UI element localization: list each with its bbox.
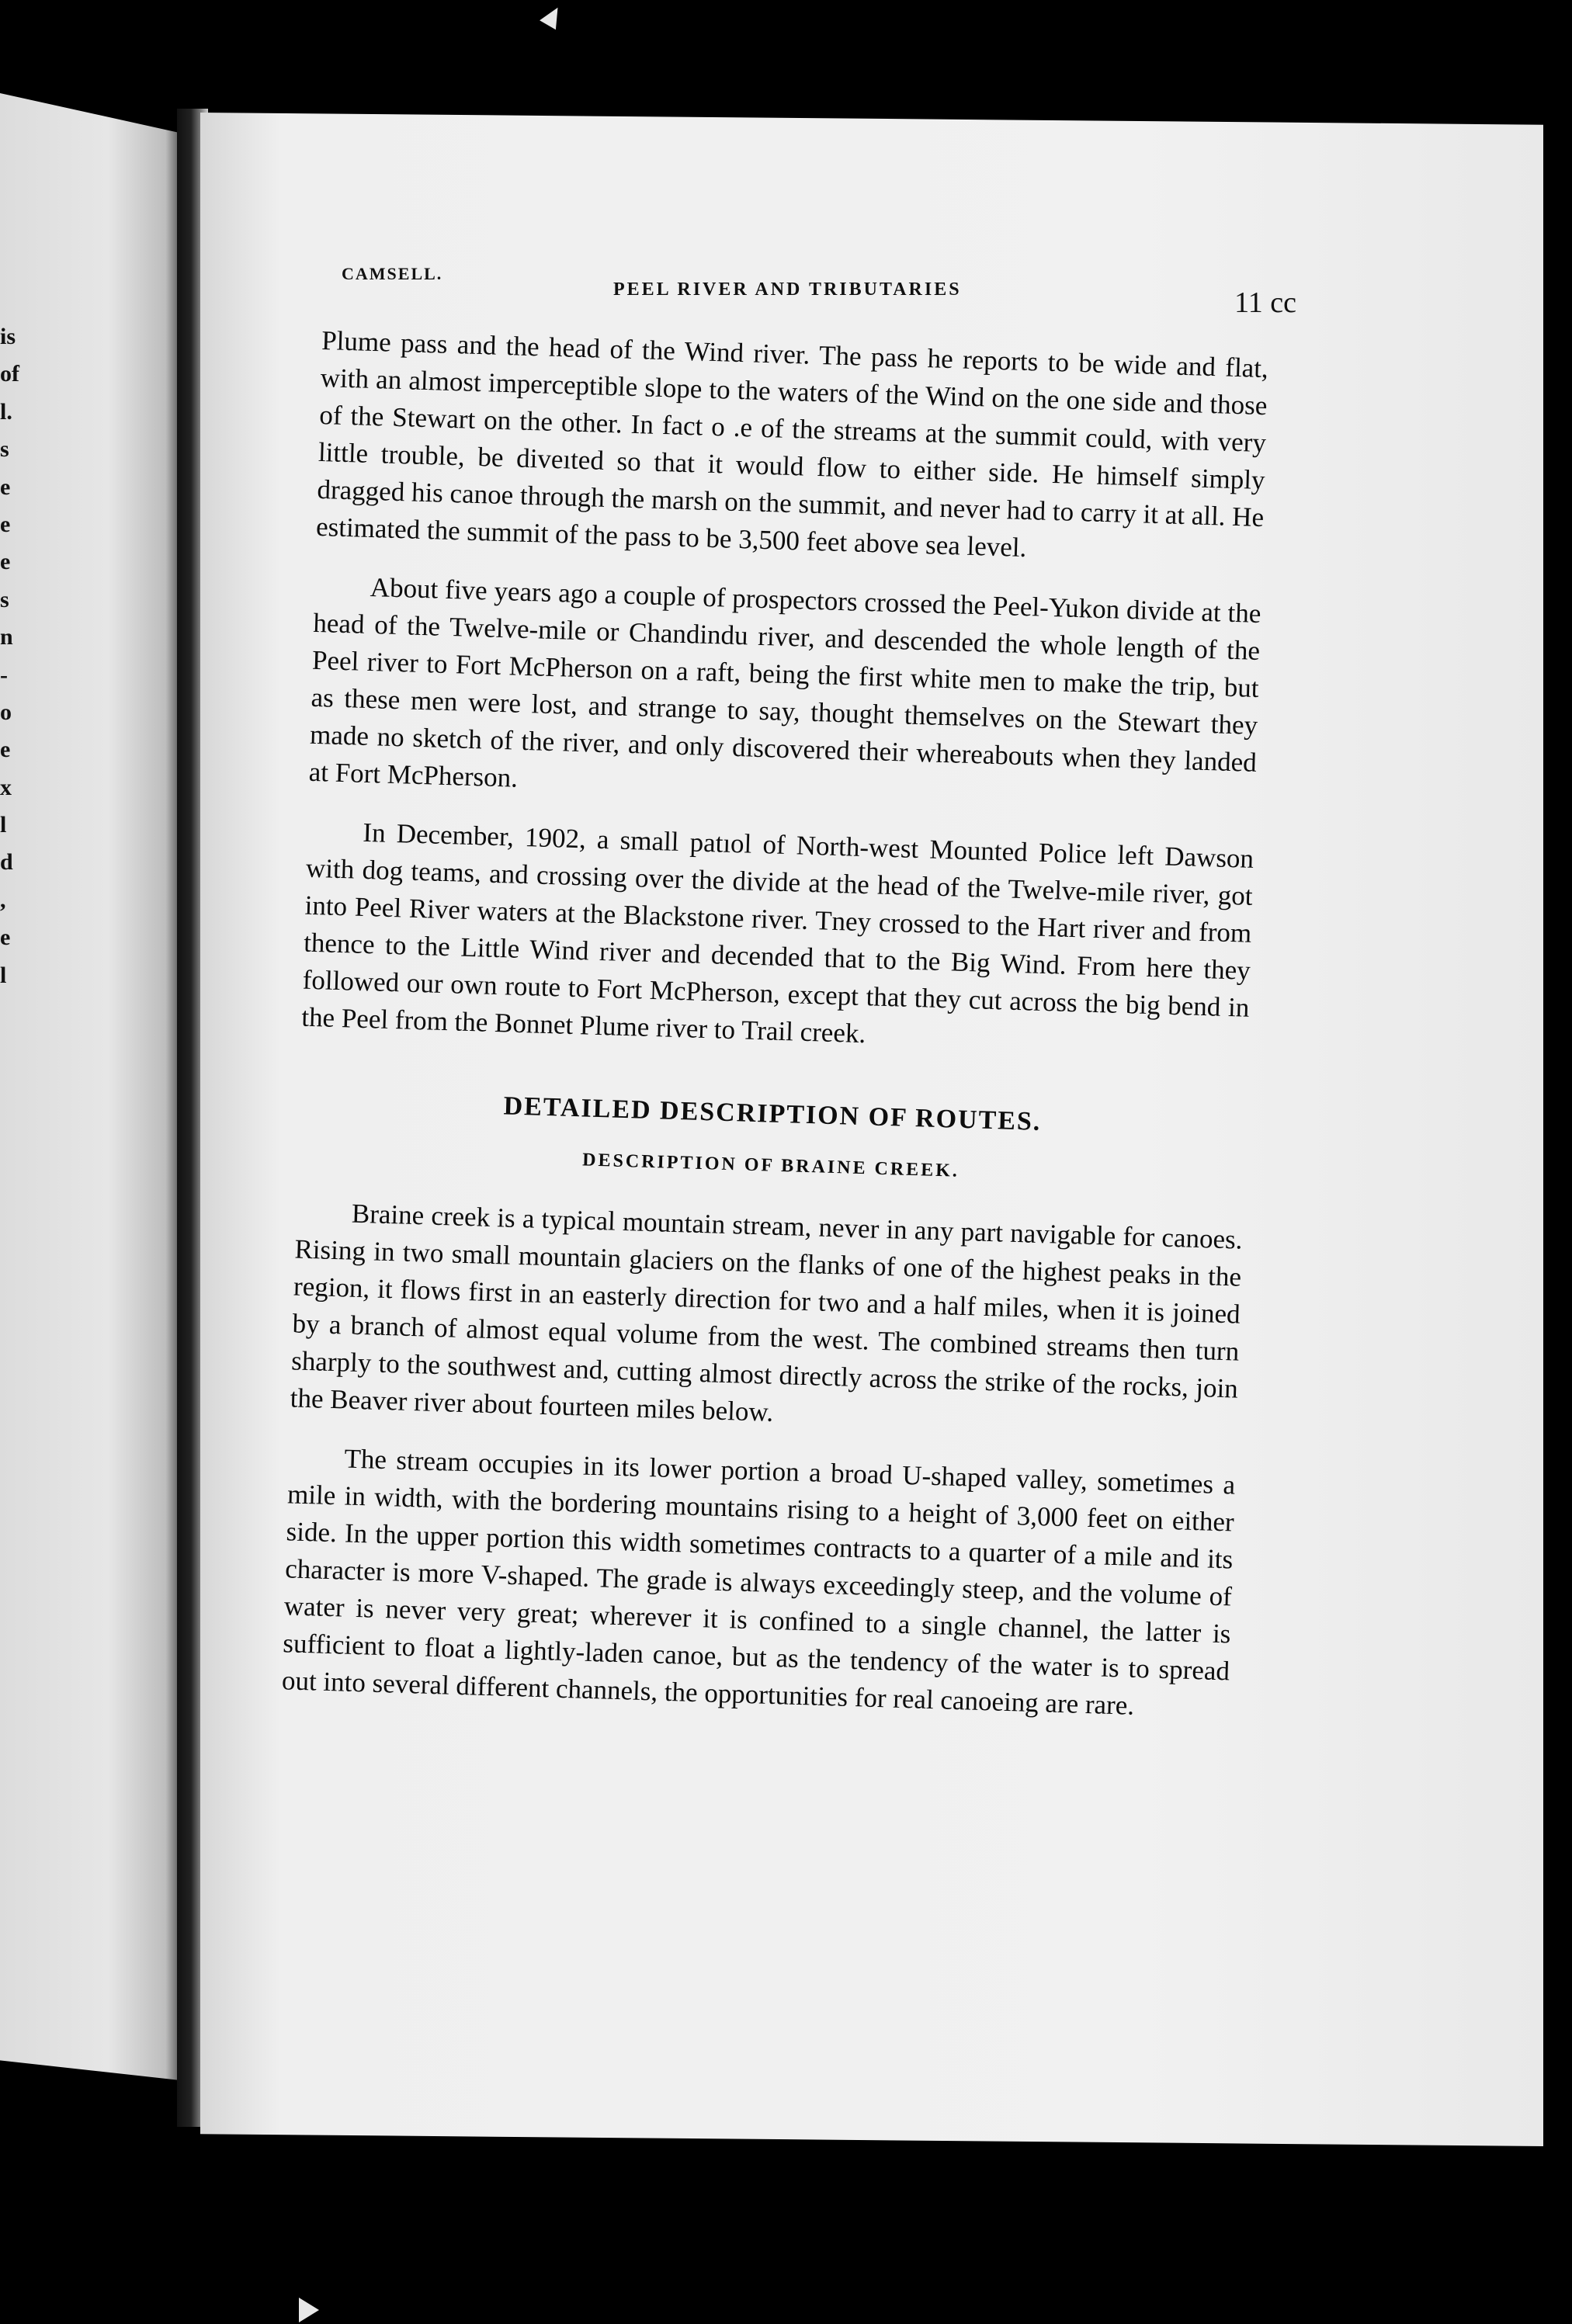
- fragment: x: [0, 774, 12, 800]
- fragment: e: [0, 737, 11, 763]
- fragment: l: [0, 962, 7, 988]
- scan-marker-top: [540, 3, 566, 30]
- previous-page-fragments: [0, 318, 28, 994]
- fragment: l: [0, 812, 7, 838]
- fragment: e: [0, 549, 11, 575]
- running-title: PEEL RIVER AND TRIBUTARIES: [613, 279, 962, 300]
- fragment: of: [0, 361, 19, 387]
- paragraph: The stream occupies in its lower portion a broad U-shaped valley, sometimes a mile in width, with the bordering mountains rising to a height of 3,000 feet on either side. In the upper portion this width sometimes contracts to a quarter of a mile and its character is more V-shaped. The grade is always exceedingly steep, and the volume of water is never very great; wherever it is confined to a single channel, the latter is sufficient to float a lightly-laden canoe, but as the tendency of the water is to spread out into several different channels, the opportunities for real canoeing are rare.: [281, 1443, 1236, 1721]
- fragment: s: [0, 436, 9, 463]
- page-text: [281, 322, 1268, 1727]
- paragraph: About five years ago a couple of prospectors crossed the Peel-Yukon divide at the head of the Twelve-mile or Chandindu river, and descended the whole length of the Peel river to Fort McPherson on a raft, being the first white men to make the trip, but as these men were lost, and strange to say, thought themselves on the Stewart they made no sketch of the river, and only discovered their whereabouts when they landed at Fort McPherson.: [308, 571, 1261, 793]
- author-name: CAMSELL.: [342, 264, 443, 283]
- paragraph: In December, 1902, a small patıol of North-west Mounted Police left Dawson with dog teams, and crossing over the divide at the head of the Twelve-mile river, got into Peel River waters at the Blackstone river. Tney crossed to the Hart river and from thence to the Little Wind river and decended that to the Big Wind. From here they followed our own route to Fort McPherson, except that they cut across the big bend in the Peel from the Bonnet Plume river to Trail creek.: [300, 817, 1254, 1049]
- fragment: d: [0, 849, 13, 876]
- fragment: o: [0, 699, 12, 725]
- fragment: n: [0, 624, 13, 650]
- fragment: e: [0, 511, 11, 537]
- scan-marker-bottom: [299, 2298, 319, 2322]
- page-number: 11 cc: [1234, 286, 1296, 319]
- page-header: [342, 264, 1296, 319]
- fragment: ,: [0, 886, 6, 913]
- fragment: e: [0, 924, 11, 951]
- fragment: is: [0, 324, 16, 349]
- fragment: l.: [0, 398, 12, 425]
- fragment: s: [0, 586, 9, 612]
- paragraph: Braine creek is a typical mountain stream, never in any part navigable for canoes. Rising in two small mountain glaciers on the flanks of one of the highest peaks in the region, it flows first in an easterly direction for two and a half miles, when it is joined by a branch of almost equal volume from the west. The combined streams then turn sharply to the southwest and, cutting almost directly across the strike of the rocks, join the Beaver river about fourteen miles below.: [290, 1198, 1244, 1427]
- paragraph: Plume pass and the head of the Wind river. The pass he reports to be wide and flat, with an almost imperceptible slope to the waters of the Wind on the one side and those of the Stewart on the other. In fact o .e of the streams at the summit could, with very little trouble, be diveıted so that it would flow to either side. He himself simply dragged his canoe through the marsh on the summit, and never had to carry it at all. He estimated the summit of the pass to be 3,500 feet above sea level.: [315, 324, 1269, 564]
- section-heading: DETAILED DESCRIPTION OF ROUTES.: [503, 1091, 1042, 1136]
- sub-heading: DESCRIPTION OF BRAINE CREEK.: [581, 1150, 960, 1181]
- fragment: e: [0, 473, 11, 500]
- fragment: -: [0, 661, 8, 688]
